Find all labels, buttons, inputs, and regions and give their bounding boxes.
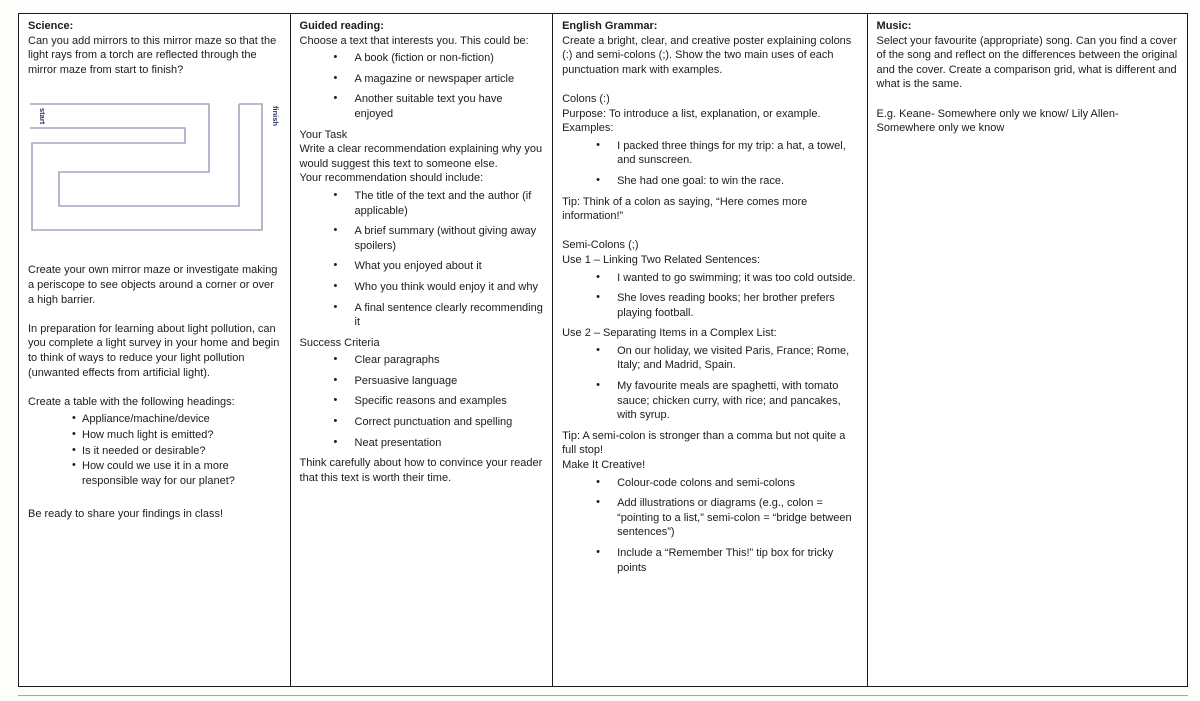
bullet-icon: •: [333, 394, 338, 407]
list-item: [300, 259, 544, 274]
list-item-text: Correct punctuation and spelling: [354, 416, 513, 429]
list-item-text: On our holiday, we visited Paris, France; Rome, Italy; and Madrid, Spain.: [617, 344, 850, 372]
bullet-icon: •: [596, 173, 600, 186]
maze-start-label: start: [38, 108, 47, 125]
paragraph: In preparation for learning about light pollution, can you complete a light survey in your home and begin to think of ways to reduce your light pollution (unwanted effects from artificial light).: [28, 322, 280, 379]
bullet-icon: •: [333, 92, 338, 105]
bullet-icon: •: [333, 300, 338, 313]
bullet-icon: •: [333, 51, 338, 64]
list-item-text: Specific reasons and examples: [354, 395, 507, 408]
list-item: [28, 459, 281, 488]
bullet-list: [562, 271, 857, 321]
section-title: Music:: [876, 20, 912, 32]
list-item: [562, 496, 857, 540]
bullet-icon: •: [72, 427, 76, 440]
list-item-text: Is it needed or desirable?: [82, 444, 206, 457]
maze-finish-label: finish: [271, 106, 280, 127]
paragraph: Colons (:): [562, 92, 610, 105]
list-item-text: Include a “Remember This!” tip box for tricky points: [617, 547, 834, 574]
list-item-text: A book (fiction or non-fiction): [354, 52, 494, 65]
list-item: [562, 344, 857, 373]
list-item: [28, 428, 281, 443]
paragraph: Create your own mirror maze or investigate making a periscope to see objects around a corner or over a high barrier.: [28, 264, 278, 306]
section-title: English Grammar:: [562, 20, 658, 32]
paragraph: Semi-Colons (;): [562, 239, 639, 252]
section-content: [562, 34, 857, 576]
list-item: [300, 72, 544, 87]
bullet-list: [562, 139, 857, 189]
worksheet-grid: [18, 13, 1188, 687]
bullet-icon: •: [333, 224, 338, 237]
bullet-icon: •: [596, 475, 600, 488]
section-title: Science:: [28, 20, 74, 32]
list-item: [562, 139, 857, 168]
list-item: [300, 189, 544, 218]
bullet-icon: •: [596, 270, 600, 283]
list-item: [28, 412, 281, 427]
list-item: [562, 379, 857, 423]
bullet-icon: •: [596, 379, 600, 392]
list-item-text: She loves reading books; her brother prefers playing football.: [617, 292, 835, 319]
paragraph: Success Criteria: [299, 336, 380, 349]
bullet-list: [300, 189, 544, 330]
list-item-text: A brief summary (without giving away spoilers): [354, 225, 537, 252]
spacer: [562, 224, 857, 239]
list-item: [300, 374, 544, 389]
section-content: [877, 34, 1178, 136]
paragraph: Use 1 – Linking Two Related Sentences:: [562, 253, 760, 266]
paragraph: Select your favourite (appropriate) song. Can you find a cover of the song and reflect on the differences between the original and the cover. Create a comparison grid, what is different and what is the same.: [876, 34, 1178, 91]
bullet-icon: •: [333, 71, 338, 84]
list-item-text: A final sentence clearly recommending it: [354, 301, 543, 329]
list-item-text: Neat presentation: [354, 436, 442, 449]
list-item: [300, 301, 544, 330]
maze-inner-wall: [30, 104, 239, 206]
section-content: [300, 34, 544, 486]
list-item-text: The title of the text and the author (if applicable): [354, 189, 532, 217]
list-item-text: My favourite meals are spaghetti, with tomato sauce; chicken curry, with rice; and pancakes, with syrup.: [617, 380, 841, 422]
bullet-list: [300, 353, 544, 450]
list-item-text: I packed three things for my trip: a hat, a towel, and sunscreen.: [617, 139, 846, 167]
list-item-text: How could we use it in a more responsible way for our planet?: [82, 460, 235, 487]
bullet-list: [300, 51, 544, 121]
paragraph: Be ready to share your findings in class!: [28, 507, 224, 520]
bullet-icon: •: [596, 546, 600, 558]
bullet-icon: •: [72, 459, 76, 472]
bullet-icon: •: [596, 291, 600, 304]
list-item-text: Appliance/machine/device: [82, 413, 210, 426]
paragraph: Think carefully about how to convince your reader that this text is worth their time.: [299, 457, 543, 484]
list-item-text: Another suitable text you have enjoyed: [354, 93, 503, 120]
paragraph: Your Task: [299, 128, 348, 141]
bullet-list: [562, 344, 857, 423]
maze-outer-wall: [30, 104, 262, 230]
paragraph: Examples:: [562, 122, 614, 135]
worksheet-cell-english-grammar: [553, 14, 867, 686]
bullet-icon: •: [333, 279, 338, 292]
next-row-top-border: [18, 695, 1188, 696]
paragraph: Make It Creative!: [562, 459, 646, 472]
spacer: [28, 307, 281, 322]
worksheet-cell-music: [868, 14, 1187, 686]
list-item-text: How much light is emitted?: [82, 428, 214, 441]
paragraph: Tip: Think of a colon as saying, “Here comes more information!”: [562, 195, 808, 223]
paragraph: Purpose: To introduce a list, explanation, or example.: [562, 107, 821, 120]
paragraph: Use 2 – Separating Items in a Complex List:: [562, 327, 777, 340]
bullet-icon: •: [333, 188, 338, 201]
list-item: [28, 444, 281, 459]
paragraph: Can you add mirrors to this mirror maze so that the light rays from a torch are reflected through the mirror maze from start to finish?: [28, 34, 277, 76]
list-item-text: Add illustrations or diagrams (e.g., colon = “pointing to a list,” semi-colon = “bridge between sentences”): [617, 497, 852, 539]
list-item: [562, 174, 857, 189]
spacer: [28, 380, 281, 395]
paragraph: Choose a text that interests you. This could be:: [299, 34, 529, 47]
spacer: [877, 92, 1178, 107]
worksheet-cell-guided-reading: [291, 14, 554, 686]
list-item-text: Who you think would enjoy it and why: [354, 280, 538, 293]
bullet-icon: •: [333, 259, 338, 272]
list-item: [300, 353, 544, 368]
paragraph: E.g. Keane- Somewhere only we know/ Lily Allen- Somewhere only we know: [876, 107, 1119, 135]
list-item: [300, 415, 544, 430]
list-item-text: What you enjoyed about it: [354, 260, 482, 273]
bullet-icon: •: [333, 415, 338, 428]
list-item: [300, 436, 544, 451]
worksheet-cell-science: [19, 14, 291, 686]
paragraph: Your recommendation should include:: [299, 172, 484, 185]
list-item-text: Persuasive language: [354, 374, 458, 387]
list-item: [300, 92, 544, 121]
paragraph: Create a bright, clear, and creative poster explaining colons (:) and semi-colons (;). Show the two main uses of each punctuation mark with examples.: [562, 34, 852, 76]
section-title: Guided reading:: [299, 20, 384, 32]
bullet-icon: •: [596, 343, 600, 356]
list-item: [562, 476, 857, 491]
bullet-icon: •: [72, 412, 76, 425]
list-item: [300, 51, 544, 66]
list-item-text: A magazine or newspaper article: [354, 72, 515, 85]
paragraph: Write a clear recommendation explaining why you would suggest this text to someone else.: [299, 143, 543, 170]
paragraph: Tip: A semi-colon is stronger than a comma but not quite a full stop!: [562, 429, 846, 457]
list-item-text: Clear paragraphs: [354, 354, 440, 367]
bullet-icon: •: [333, 353, 338, 366]
bullet-icon: •: [333, 435, 338, 448]
list-item-text: I wanted to go swimming; it was too cold outside.: [617, 271, 856, 284]
list-item: [300, 394, 544, 409]
paragraph: Create a table with the following headings:: [28, 395, 235, 408]
bullet-list: [28, 412, 281, 488]
bullet-icon: •: [72, 443, 76, 456]
section-content: [28, 34, 281, 522]
mirror-maze-diagram: [30, 99, 281, 237]
list-item-text: She had one goal: to win the race.: [617, 174, 785, 187]
list-item: [300, 224, 544, 253]
bullet-icon: •: [333, 373, 338, 386]
list-item: [300, 280, 544, 295]
list-item: [562, 291, 857, 320]
list-item: [562, 546, 857, 575]
spacer: [28, 492, 281, 507]
spacer: [562, 77, 857, 92]
bullet-list: [562, 476, 857, 576]
bullet-icon: •: [596, 138, 600, 151]
bullet-icon: •: [596, 496, 600, 509]
list-item-text: Colour-code colons and semi-colons: [617, 476, 796, 489]
list-item: [562, 271, 857, 286]
